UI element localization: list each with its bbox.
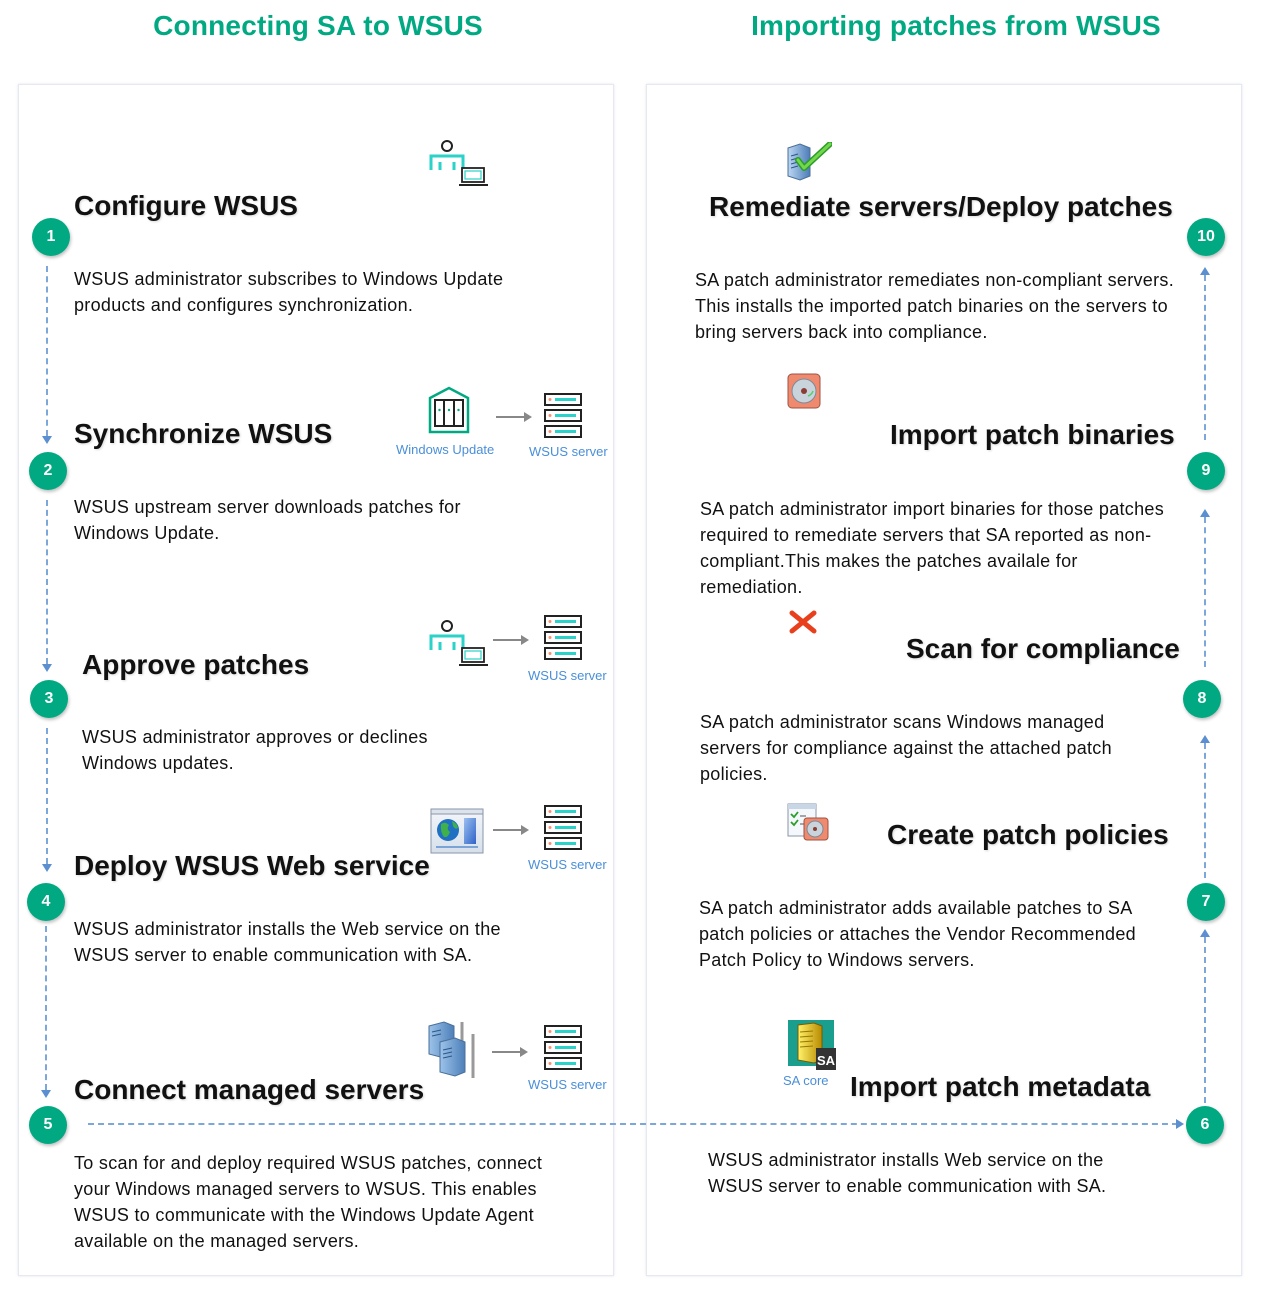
wsus-server-icon [544,804,582,850]
step-2-description: WSUS upstream server downloads patches for Windows Update. [74,497,461,543]
step-1-badge: 1 [32,218,70,256]
connector-arrow-icon [1176,1119,1184,1129]
step-4-description: WSUS administrator installs the Web service on the WSUS server to enable communication with SA. [74,919,501,965]
windows-update-label: Windows Update [396,442,495,457]
wsus-server-label: WSUS server [528,1077,607,1092]
step-4-badge: 4 [27,883,65,921]
connector-9-10 [1204,275,1206,440]
step-6-description: WSUS administrator installs Web service on the WSUS server to enable communication with SA. [708,1150,1107,1196]
connector-7-8 [1204,743,1206,878]
connector-5-6 [88,1123,1178,1125]
connector-arrow-icon [42,864,52,872]
patch-binary-disc-icon [786,372,824,410]
step-9-badge: 9 [1187,452,1225,490]
step-8-title: Scan for compliance [906,633,1180,664]
connector-2-3 [46,500,48,664]
connector-arrow-icon [1200,735,1210,743]
left-column-title: Connecting SA to WSUS [153,10,483,41]
flow-arrow-icon [493,639,523,641]
step-10-title: Remediate servers/Deploy patches [709,191,1173,222]
step-10-description: SA patch administrator remediates non-compliant servers. This installs the imported patch binaries on the servers to bring servers back into compliance. [695,270,1175,342]
svg-text:SA: SA [816,1053,836,1068]
step-6-badge: 6 [1186,1106,1224,1144]
web-globe-window-icon [430,808,484,854]
wsus-server-label: WSUS server [528,857,607,872]
connector-arrow-icon [1200,509,1210,517]
step-7-badge: 7 [1187,883,1225,921]
connector-3-4 [46,728,48,864]
wsus-server-icon [544,614,582,660]
connector-arrow-icon [42,436,52,444]
connector-6-7 [1204,937,1206,1103]
step-3-description: WSUS administrator approves or declines Windows updates. [82,727,428,773]
step-7-description: SA patch administrator adds available patches to SA patch policies or attaches the Vendor Recommended Patch Policy to Windows servers. [699,898,1136,970]
step-2-badge: 2 [29,452,67,490]
flow-arrow-icon [493,829,523,831]
step-4-title: Deploy WSUS Web service [74,850,430,881]
admin-user-laptop-icon [428,138,490,188]
wsus-server-icon [544,1024,582,1070]
managed-servers-icon [426,1020,476,1080]
step-2-title: Synchronize WSUS [74,418,333,449]
flow-arrow-icon [496,416,526,418]
step-7-title: Create patch policies [887,819,1169,850]
step-9-title: Import patch binaries [890,419,1175,450]
wsus-server-label: WSUS server [528,668,607,683]
step-5-badge: 5 [29,1106,67,1144]
windows-update-icon [428,386,470,434]
step-5-title: Connect managed servers [74,1074,425,1105]
connector-4-5 [45,926,47,1090]
right-column-title: Importing patches from WSUS [751,10,1161,41]
flow-arrow-icon [492,1051,522,1053]
server-check-icon [786,142,832,182]
connector-arrow-icon [41,1090,51,1098]
step-5-description: To scan for and deploy required WSUS patches, connect your Windows managed servers to WSUS. This enables WSUS to communicate with the Windows Update Agent available on the managed servers. [74,1153,543,1251]
connector-arrow-icon [1200,267,1210,275]
wsus-server-label: WSUS server [529,444,608,459]
admin-user-laptop-icon [428,618,490,668]
red-x-icon [788,610,818,634]
step-8-description: SA patch administrator scans Windows managed servers for compliance against the attached patch policies. [700,712,1112,784]
connector-arrow-icon [42,664,52,672]
connector-1-2 [46,266,48,436]
step-3-title: Approve patches [82,649,310,680]
connector-8-9 [1204,517,1206,667]
step-10-badge: 10 [1187,218,1225,256]
step-1-title: Configure WSUS [74,190,298,221]
step-3-badge: 3 [30,680,68,718]
step-1-description: WSUS administrator subscribes to Windows Update products and configures synchronization. [74,269,504,315]
connector-arrow-icon [1200,929,1210,937]
patch-policy-icon [786,802,830,842]
step-9-description: SA patch administrator import binaries for those patches required to remediate servers that SA reported as non-compliant.This makes the patches availale for remediation. [700,499,1165,597]
wsus-server-icon [544,392,582,438]
step-8-badge: 8 [1183,680,1221,718]
step-6-title: Import patch metadata [850,1071,1151,1102]
sa-core-label: SA core [783,1073,829,1088]
sa-core-icon [788,1020,836,1070]
